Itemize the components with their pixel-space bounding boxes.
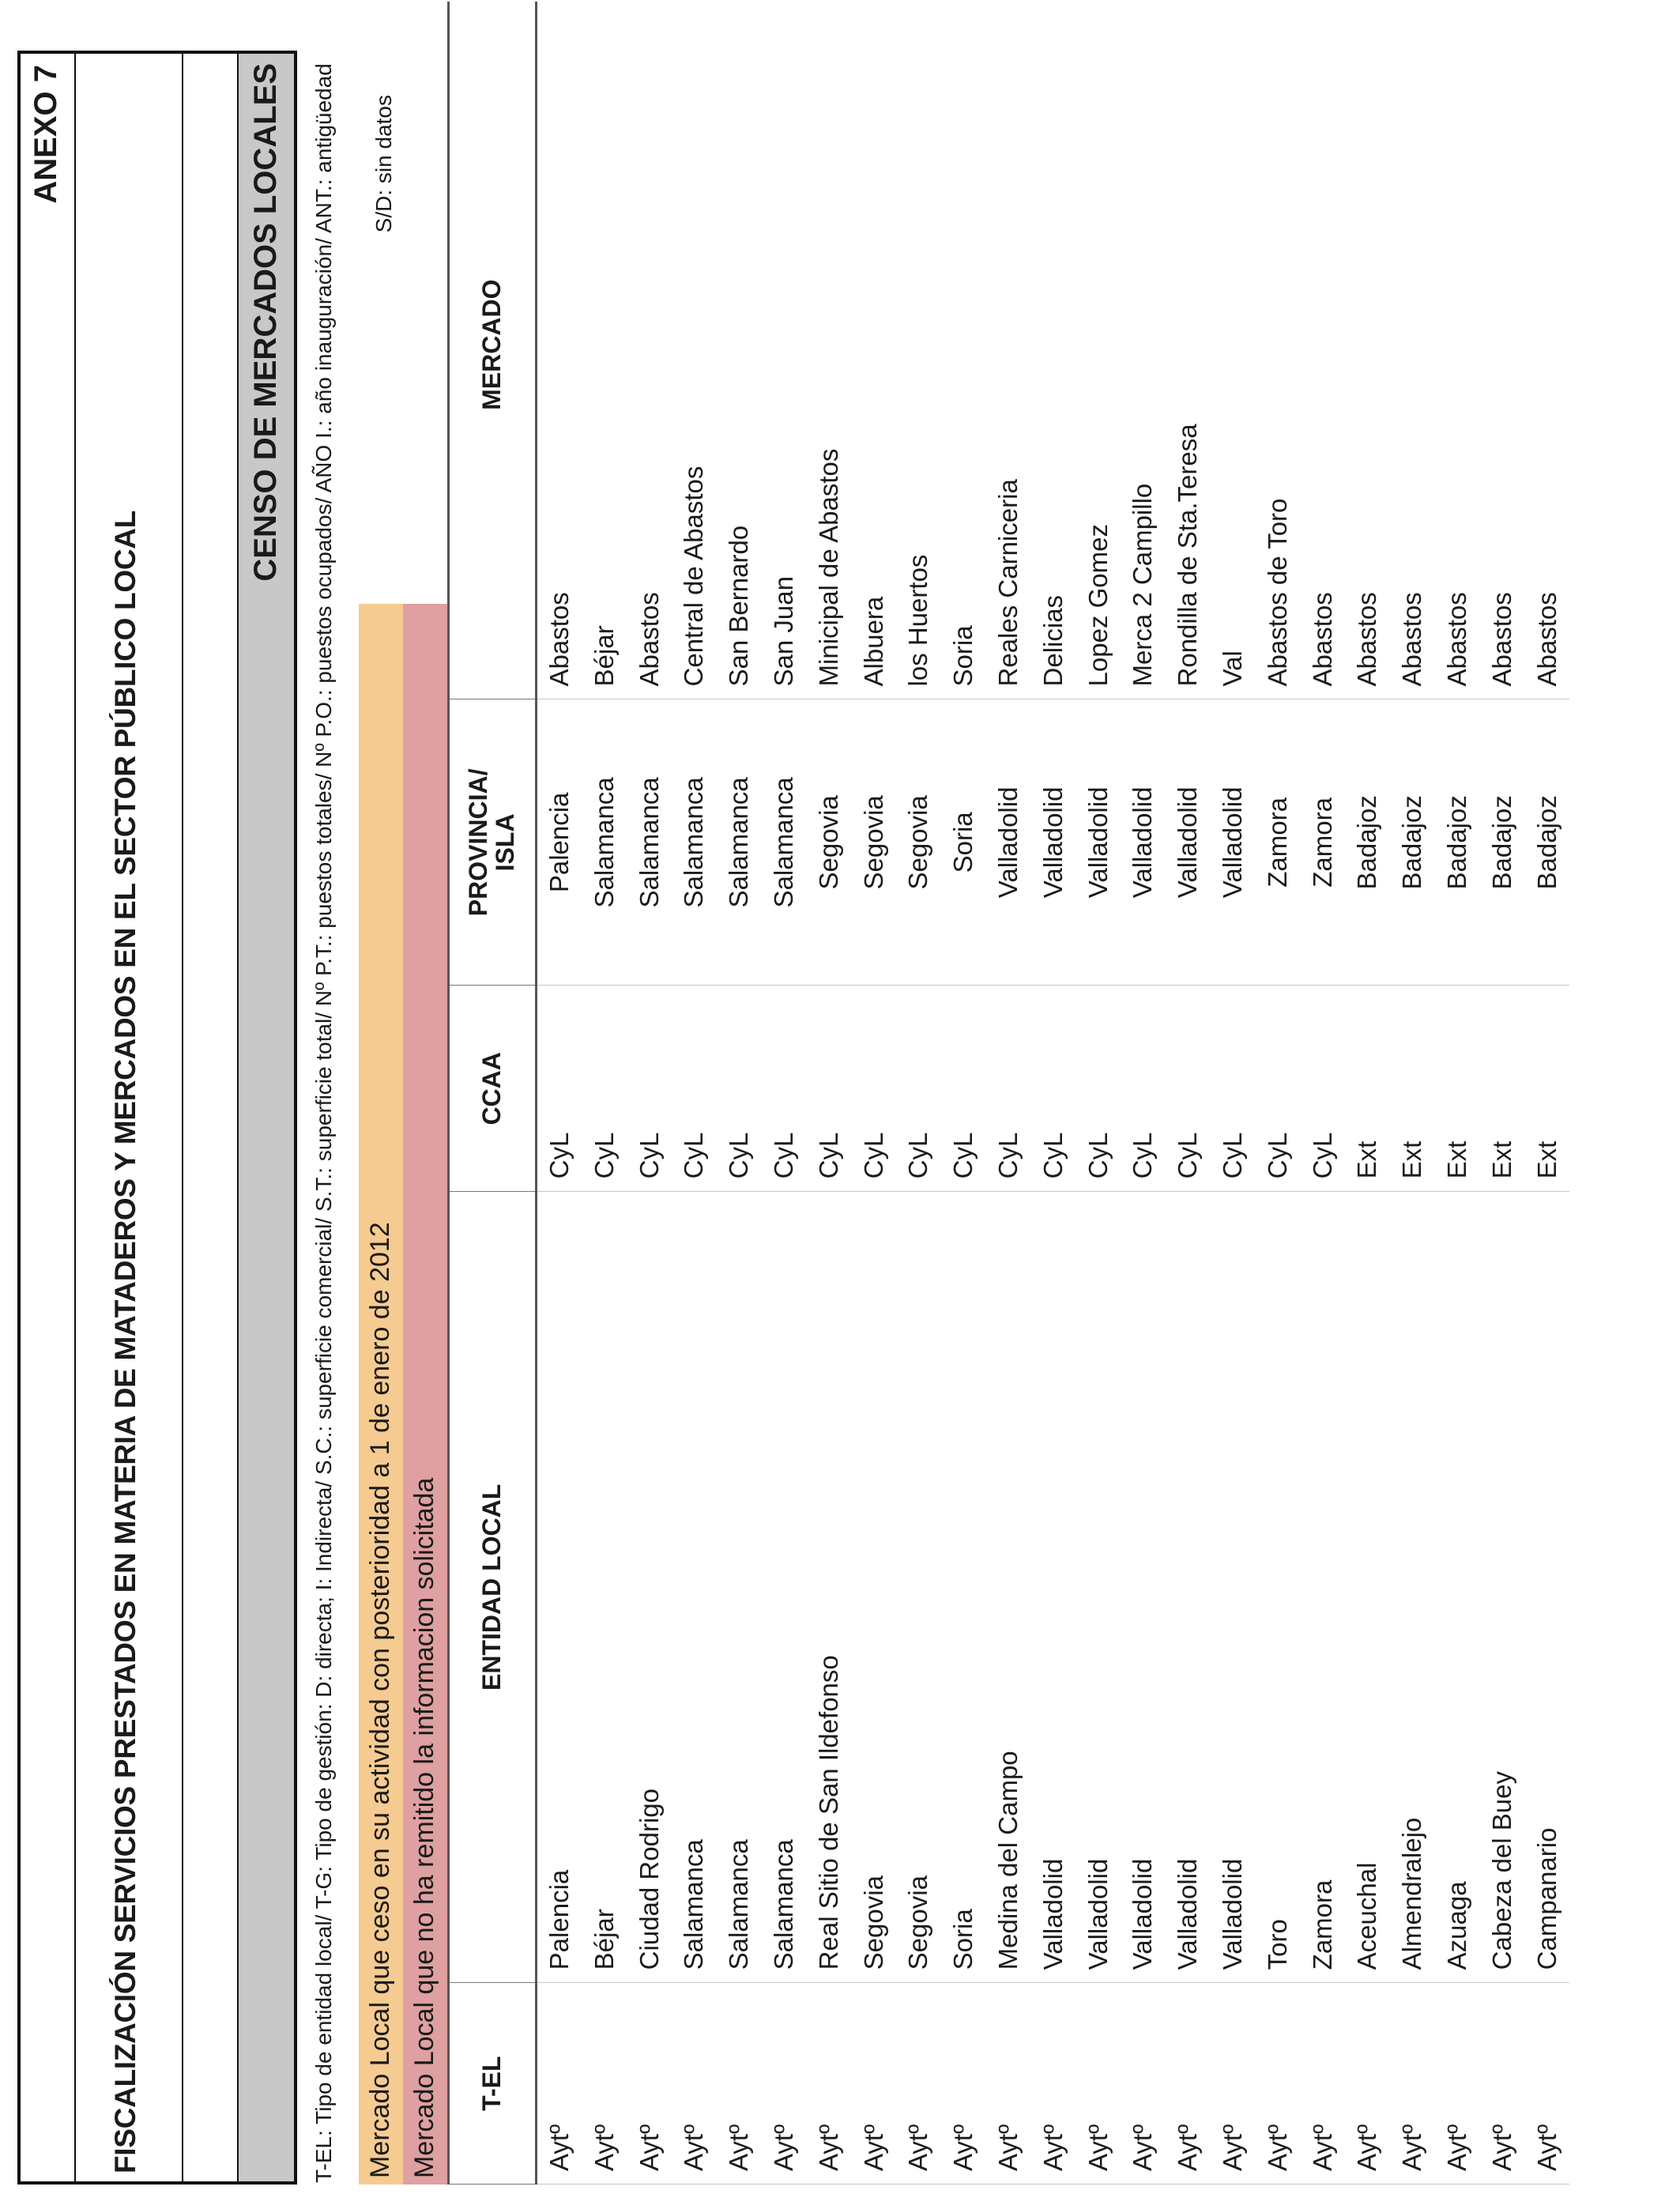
cell-provincia: Segovia bbox=[852, 699, 897, 986]
cell-t-el: Aytº bbox=[1211, 1982, 1256, 2185]
cell-entidad-local: Salamanca bbox=[672, 1191, 717, 1982]
table-row bbox=[537, 2, 582, 2185]
document-title: FISCALIZACIÓN SERVICIOS PRESTADOS EN MATERIA DE MATADEROS Y MERCADOS EN EL SECTOR PÚBLICO LOCAL bbox=[109, 511, 141, 2173]
table-row bbox=[1031, 2, 1076, 2185]
cell-ccaa: CyL bbox=[941, 985, 986, 1191]
cell-mercado: los Huertos bbox=[896, 0, 941, 699]
cell-t-el: Aytº bbox=[1345, 1982, 1390, 2185]
cell-ccaa: CyL bbox=[1301, 985, 1346, 1191]
cell-provincia: Valladolid bbox=[1211, 699, 1256, 986]
cell-entidad-local: Salamanca bbox=[762, 1191, 807, 1982]
no-data-legend: S/D: sin datos bbox=[371, 95, 396, 233]
cell-ccaa: CyL bbox=[1031, 985, 1076, 1191]
cell-provincia: Salamanca bbox=[672, 699, 717, 986]
cell-entidad-local: Valladolid bbox=[1166, 1191, 1211, 1982]
cell-t-el: Aytº bbox=[1435, 1982, 1480, 2185]
legend-not-reported-market: Mercado Local que no ha remitido la informacion solicitada bbox=[403, 604, 447, 2185]
table-row bbox=[1480, 2, 1525, 2185]
cell-mercado: Merca 2 Campillo bbox=[1121, 0, 1166, 699]
cell-mercado: Rondilla de Sta.Teresa bbox=[1166, 0, 1211, 699]
cell-ccaa: CyL bbox=[1166, 985, 1211, 1191]
cell-t-el: Aytº bbox=[986, 1982, 1031, 2185]
cell-t-el: Aytº bbox=[1390, 1982, 1435, 2185]
cell-provincia: Segovia bbox=[807, 699, 852, 986]
cell-t-el: Aytº bbox=[1031, 1982, 1076, 2185]
cell-mercado: Central de Abastos bbox=[672, 0, 717, 699]
cell-t-el: Aytº bbox=[1256, 1982, 1301, 2185]
table-row bbox=[1435, 2, 1480, 2185]
table-row bbox=[986, 2, 1031, 2185]
cell-entidad-local: Segovia bbox=[896, 1191, 941, 1982]
cell-t-el: Aytº bbox=[627, 1982, 672, 2185]
cell-t-el: Aytº bbox=[807, 1982, 852, 2185]
cell-mercado: Abastos bbox=[1435, 0, 1480, 699]
cell-t-el: Aytº bbox=[941, 1982, 986, 2185]
cell-t-el: Aytº bbox=[1076, 1982, 1121, 2185]
cell-ccaa: CyL bbox=[852, 985, 897, 1191]
cell-entidad-local: Real Sitio de San Ildefonso bbox=[807, 1191, 852, 1982]
cell-entidad-local: Zamora bbox=[1301, 1191, 1346, 1982]
cell-mercado: Soria bbox=[941, 0, 986, 699]
cell-provincia: Badajoz bbox=[1390, 699, 1435, 986]
table-row bbox=[896, 2, 941, 2185]
table-row bbox=[582, 2, 627, 2185]
cell-entidad-local: Valladolid bbox=[1031, 1191, 1076, 1982]
cell-mercado: Lopez Gomez bbox=[1076, 0, 1121, 699]
cell-entidad-local: Valladolid bbox=[1211, 1191, 1256, 1982]
cell-ccaa: Ext bbox=[1435, 985, 1480, 1191]
cell-provincia: Valladolid bbox=[1076, 699, 1121, 986]
cell-t-el: Aytº bbox=[1480, 1982, 1525, 2185]
cell-mercado: Delicias bbox=[1031, 0, 1076, 699]
table-row bbox=[807, 2, 852, 2185]
cell-ccaa: CyL bbox=[762, 985, 807, 1191]
cell-provincia: Badajoz bbox=[1345, 699, 1390, 986]
cell-t-el: Aytº bbox=[582, 1982, 627, 2185]
cell-provincia: Badajoz bbox=[1525, 699, 1570, 986]
table-row bbox=[1076, 2, 1121, 2185]
header-row-annex bbox=[21, 54, 76, 2181]
cell-mercado: Abastos bbox=[1525, 0, 1570, 699]
table-row bbox=[1211, 2, 1256, 2185]
cell-entidad-local: Almendralejo bbox=[1390, 1191, 1435, 1982]
cell-ccaa: CyL bbox=[1211, 985, 1256, 1191]
table-row bbox=[941, 2, 986, 2185]
cell-mercado: Albuera bbox=[852, 0, 897, 699]
cell-entidad-local: Cabeza del Buey bbox=[1480, 1191, 1525, 1982]
header-box bbox=[17, 51, 297, 2185]
table-row bbox=[717, 2, 762, 2185]
cell-ccaa: CyL bbox=[986, 985, 1031, 1191]
col-t-el-header: T-EL bbox=[450, 1982, 535, 2185]
cell-provincia: Soria bbox=[941, 699, 986, 986]
cell-ccaa: CyL bbox=[627, 985, 672, 1191]
col-mercado-header: MERCADO bbox=[450, 0, 535, 699]
header-row-title bbox=[76, 54, 183, 2181]
cell-mercado: Abastos bbox=[1390, 0, 1435, 699]
cell-entidad-local: Segovia bbox=[852, 1191, 897, 1982]
header-row-section bbox=[239, 54, 294, 2181]
cell-provincia: Palencia bbox=[537, 699, 582, 986]
cell-provincia: Badajoz bbox=[1480, 699, 1525, 986]
cell-ccaa: CyL bbox=[896, 985, 941, 1191]
cell-t-el: Aytº bbox=[1525, 1982, 1570, 2185]
table-header bbox=[447, 2, 537, 2185]
header-row-empty bbox=[183, 54, 239, 2181]
cell-entidad-local: Palencia bbox=[537, 1191, 582, 1982]
cell-provincia: Salamanca bbox=[762, 699, 807, 986]
cell-provincia: Valladolid bbox=[986, 699, 1031, 986]
cell-provincia: Salamanca bbox=[582, 699, 627, 986]
markets-table bbox=[447, 2, 1569, 2185]
cell-entidad-local: Soria bbox=[941, 1191, 986, 1982]
cell-entidad-local: Valladolid bbox=[1121, 1191, 1166, 1982]
cell-entidad-local: Toro bbox=[1256, 1191, 1301, 1982]
cell-provincia: Segovia bbox=[896, 699, 941, 986]
cell-mercado: San Juan bbox=[762, 0, 807, 699]
cell-mercado: Reales Carniceria bbox=[986, 0, 1031, 699]
cell-mercado: Abastos bbox=[627, 0, 672, 699]
table-row bbox=[627, 2, 672, 2185]
cell-ccaa: Ext bbox=[1480, 985, 1525, 1191]
cell-mercado: Abastos bbox=[1345, 0, 1390, 699]
cell-ccaa: CyL bbox=[1121, 985, 1166, 1191]
cell-ccaa: Ext bbox=[1345, 985, 1390, 1191]
abbreviation-legend: T-EL: Tipo de entidad local/ T-G: Tipo de gestión: D: directa; I: Indirecta/ S.C.: superficie comercial/ S.T.: superficie total/ Nº P.T.: puestos totales/ Nº P.O.: puestos ocupados/ AÑO I.: año inauguración/ ANT.: antigüedad bbox=[311, 63, 336, 2183]
table-row bbox=[1345, 2, 1390, 2185]
cell-entidad-local: Ciudad Rodrigo bbox=[627, 1191, 672, 1982]
cell-entidad-local: Aceuchal bbox=[1345, 1191, 1390, 1982]
cell-ccaa: CyL bbox=[537, 985, 582, 1191]
cell-mercado: Abastos bbox=[1301, 0, 1346, 699]
table-row bbox=[1301, 2, 1346, 2185]
cell-ccaa: Ext bbox=[1390, 985, 1435, 1191]
cell-ccaa: CyL bbox=[582, 985, 627, 1191]
cell-ccaa: CyL bbox=[1076, 985, 1121, 1191]
cell-entidad-local: Valladolid bbox=[1076, 1191, 1121, 1982]
cell-ccaa: CyL bbox=[1256, 985, 1301, 1191]
col-entidad-local-header: ENTIDAD LOCAL bbox=[450, 1191, 535, 1982]
col-ccaa-header: CCAA bbox=[450, 985, 535, 1191]
cell-mercado: Minicipal de Abastos bbox=[807, 0, 852, 699]
cell-provincia: Valladolid bbox=[1166, 699, 1211, 986]
cell-mercado: Val bbox=[1211, 0, 1256, 699]
cell-mercado: San Bernardo bbox=[717, 0, 762, 699]
cell-entidad-local: Medina del Campo bbox=[986, 1191, 1031, 1982]
cell-t-el: Aytº bbox=[1121, 1982, 1166, 2185]
cell-mercado: Abastos bbox=[537, 0, 582, 699]
cell-provincia: Valladolid bbox=[1031, 699, 1076, 986]
cell-provincia: Salamanca bbox=[717, 699, 762, 986]
table-row bbox=[762, 2, 807, 2185]
table-row bbox=[1256, 2, 1301, 2185]
cell-t-el: Aytº bbox=[762, 1982, 807, 2185]
cell-ccaa: CyL bbox=[672, 985, 717, 1191]
cell-entidad-local: Campanario bbox=[1525, 1191, 1570, 1982]
table-row bbox=[1390, 2, 1435, 2185]
table-row bbox=[1121, 2, 1166, 2185]
table-row bbox=[852, 2, 897, 2185]
annex-label: ANEXO 7 bbox=[28, 65, 63, 204]
cell-provincia: Valladolid bbox=[1121, 699, 1166, 986]
table-row bbox=[1166, 2, 1211, 2185]
cell-provincia: Zamora bbox=[1256, 699, 1301, 986]
cell-entidad-local: Azuaga bbox=[1435, 1191, 1480, 1982]
cell-provincia: Badajoz bbox=[1435, 699, 1480, 986]
cell-ccaa: CyL bbox=[717, 985, 762, 1191]
cell-mercado: Abastos de Toro bbox=[1256, 0, 1301, 699]
table-body bbox=[537, 2, 1569, 2185]
cell-ccaa: Ext bbox=[1525, 985, 1570, 1191]
cell-ccaa: CyL bbox=[807, 985, 852, 1191]
col-provincia-header: PROVINCIA/ ISLA bbox=[450, 699, 535, 986]
table-row bbox=[1525, 2, 1570, 2185]
section-title: CENSO DE MERCADOS LOCALES bbox=[248, 63, 283, 582]
cell-provincia: Salamanca bbox=[627, 699, 672, 986]
cell-entidad-local: Salamanca bbox=[717, 1191, 762, 1982]
table-row bbox=[672, 2, 717, 2185]
legend-ceased-market: Mercado Local que ceso en su actividad con posterioridad a 1 de enero de 2012 bbox=[359, 604, 403, 2185]
cell-t-el: Aytº bbox=[1301, 1982, 1346, 2185]
cell-provincia: Zamora bbox=[1301, 699, 1346, 986]
cell-t-el: Aytº bbox=[537, 1982, 582, 2185]
cell-t-el: Aytº bbox=[672, 1982, 717, 2185]
cell-t-el: Aytº bbox=[852, 1982, 897, 2185]
cell-t-el: Aytº bbox=[717, 1982, 762, 2185]
cell-mercado: Abastos bbox=[1480, 0, 1525, 699]
cell-mercado: Béjar bbox=[582, 0, 627, 699]
cell-t-el: Aytº bbox=[1166, 1982, 1211, 2185]
cell-t-el: Aytº bbox=[896, 1982, 941, 2185]
cell-entidad-local: Béjar bbox=[582, 1191, 627, 1982]
